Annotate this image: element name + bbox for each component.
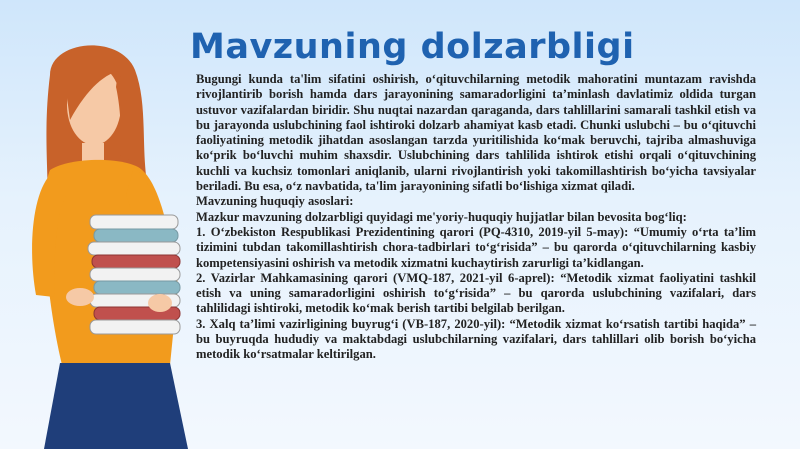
legal-basis-intro: Mazkur mavzuning dolzarbligi quyidagi me'yoriy-huquqiy hujjatlar bilan bevosita bog‘liq: bbox=[196, 209, 687, 224]
legal-basis-heading: Mavzuning huquqiy asoslari: bbox=[196, 194, 354, 209]
teacher-holding-books-icon bbox=[10, 35, 220, 449]
intro-paragraph: Bugungi kunda ta'lim sifatini oshirish, o‘qituvchilarning metodik mahoratini muntazam ravishda rivojlantirib borish hamda dars jarayonining samaradorligini ta’minlash davlatimiz oldida turgan ustuvor vazifalardan biridir. Shu nuqtai nazardan qaraganda, dars tahlillarini samarali tashkil etish va bu jarayonda uslubchining faol ishtiroki dolzarb ahamiyat kasb etadi. Chunki uslubchi – bu o‘qituvchi faoliyatining metodik jihatdan asoslangan tarzda yuritilishida ko‘mak beruvchi, tajriba almashuviga ko‘prik bo‘luvchi muhim shaxsdir. Uslubchining dars tahlilida ishtirok etishi orqali o‘qituvchining kuchli va kuchsiz tomonlari aniqlanib, ularni rivojlantirish yoki takomillashtirish bo‘yicha tavsiyalar beriladi. Bu esa, o‘z navbatida, ta'lim jarayonining sifatli bo‘lishiga xizmat qiladi. bbox=[196, 72, 756, 194]
legal-item-1: 1. O‘zbekiston Respublikasi Prezidentining qarori (PQ-4310, 2019-yil 5-may): “Umumiy o‘rta ta’lim tizimini tubdan takomillashtirish chora-tadbirlari to‘g‘risida” – bu qarorda o‘qituvchilarning kasbiy kompetensiyasini oshirish va metodik xizmatni kuchaytirish zarurligi ta’kidlangan. bbox=[196, 224, 756, 270]
legal-item-3: 3. Xalq ta’limi vazirligining buyrug‘i (VB-187, 2020-yil): “Metodik xizmat ko‘rsatish tartibi haqida” – bu buyruqda hududiy va maktabdagi uslubchilarning vazifalari, dars tahlillari olib borish bo‘yicha metodik ko‘rsatmalar keltirilgan. bbox=[196, 316, 756, 362]
legal-item-2: 2. Vazirlar Mahkamasining qarori (VMQ-187, 2021-yil 6-aprel): “Metodik xizmat faoliyatini tashkil etish va uning samaradorligini oshirish to‘g‘risida” – bu qarorda uslubchining vazifalari, dars tahlilidagi ishtiroki, metodik ko‘mak berish tartibi belgilab berilgan. bbox=[196, 270, 756, 316]
slide-title: Mavzuning dolzarbligi bbox=[190, 27, 635, 67]
body-text bbox=[196, 72, 756, 363]
